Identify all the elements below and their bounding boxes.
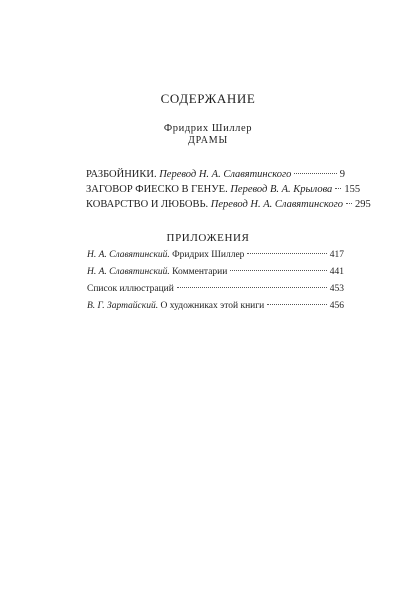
page-number: 441 [329, 267, 344, 277]
entry-author: Н. А. Славятинский. [87, 250, 170, 260]
entry-text: О художниках этой книги [160, 301, 265, 311]
appendix-title: ПРИЛОЖЕНИЯ [166, 232, 250, 244]
leader-dots [247, 253, 326, 254]
entry-translation: Перевод В. А. Крылова [230, 184, 333, 195]
entry-author: Н. А. Славятинский. [87, 267, 170, 277]
toc-entry [87, 267, 344, 277]
entry-author: В. Г. Зартайский. [87, 301, 159, 311]
entry-title: РАЗБОЙНИКИ. [86, 169, 157, 180]
author-name: Фридрих Шиллер [163, 123, 253, 134]
entry-translation: Перевод Н. А. Славятинского [159, 169, 292, 180]
page-number: 417 [329, 250, 344, 260]
toc-entry [87, 301, 344, 311]
leader-dots [335, 188, 341, 189]
entry-title: ЗАГОВОР ФИЕСКО В ГЕНУЕ. [86, 184, 228, 195]
entry-title: КОВАРСТВО И ЛЮБОВЬ. [86, 199, 209, 210]
page-number: 9 [339, 169, 345, 180]
toc-entry [86, 184, 361, 195]
toc-entry [86, 169, 345, 180]
leader-dots [230, 270, 326, 271]
entry-text: Фридрих Шиллер [172, 250, 245, 260]
toc-entry [87, 284, 344, 294]
leader-dots [177, 287, 327, 288]
entry-text: Список иллюстраций [87, 284, 174, 294]
leader-dots [267, 304, 327, 305]
toc-entry [87, 250, 344, 260]
page-number: 155 [344, 184, 361, 195]
leader-dots [294, 173, 336, 174]
toc-entry [86, 199, 371, 210]
entry-translation: Перевод Н. А. Славятинского [210, 199, 343, 210]
entry-text: Комментарии [172, 267, 228, 277]
leader-dots [346, 203, 352, 204]
section-title: ДРАМЫ [188, 135, 228, 146]
contents-title: СОДЕРЖАНИЕ [160, 91, 256, 106]
page-number: 453 [329, 284, 344, 294]
page-number: 295 [355, 199, 371, 210]
page-number: 456 [329, 301, 344, 311]
